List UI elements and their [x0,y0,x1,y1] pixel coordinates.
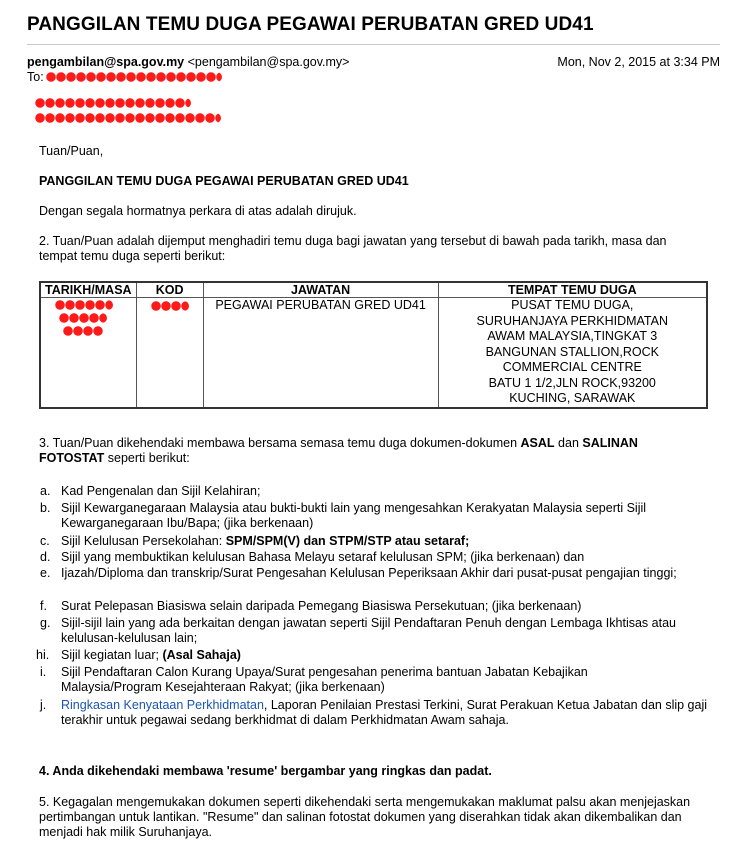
list-text: Ijazah/Diploma dan transkrip/Surat Pengesahan Kelulusan Peperiksaan Akhir dari pusat-pusat pengajian tinggi; [61,566,677,580]
table-header: TEMPAT TEMU DUGA [438,282,707,298]
sender-address: <pengambilan@spa.gov.my> [187,55,350,69]
salutation: Tuan/Puan, [39,144,104,158]
list-item [36,648,709,663]
sender [27,55,349,69]
list-item [39,599,709,614]
list-item [39,698,709,728]
redacted-line [35,98,191,108]
list-letter: a. [40,484,51,498]
recipient-line [27,70,222,84]
redacted-time [63,326,103,336]
list-item [39,616,709,646]
list-text: Kad Pengenalan dan Sijil Kelahiran; [61,484,261,498]
list-bold: SPM/SPM(V) dan STPM/STP atau setaraf; [225,534,470,548]
list-text: Sijil kegiatan luar; [61,648,163,662]
list-item [39,550,709,565]
interview-table [39,281,708,409]
list-letter: g. [40,616,51,630]
redacted-block [35,98,221,123]
tempat-line: PUSAT TEMU DUGA, [511,298,634,312]
list-letter: f. [40,599,47,613]
list-text: , Laporan Penilaian Prestasi Terkini, Surat Perakuan Ketua Jabatan dan slip gaji terakhir untuk pegawai sedang berkhidmat di dalam Perkhidmatan Awam sahaja. [61,698,708,727]
list-text: Sijil Pendaftaran Calon Kurang Upaya/Surat pengesahan penerima bantuan Jabatan Kebajikan Malaysia/Program Kesejahteraan Rakyat; (jika berkenaan) [61,665,588,694]
list-letter: j. [40,698,47,712]
list-item [39,665,691,695]
table-header: KOD [136,282,203,298]
paragraph-5: 5. Kegagalan mengemukakan dokumen seperti dikehendaki serta mengemukakan maklumat palsu akan menjejaskan pertimbangan untuk lantikan. "Resume" dan salinan fotostat dokumen yang diserahkan tidak akan dikembalikan dan menjadi hak milik Suruhanjaya. [39,795,691,839]
tempat-line: SURUHANJAYA PERKHIDMATAN [476,313,669,328]
list-letter: d. [40,550,51,564]
list-text: Sijil yang membuktikan kelulusan Bahasa Melayu setaraf kelulusan SPM; (jika berkenaan) dan [61,550,585,564]
paragraph-4: 4. Anda dikehendaki membawa 'resume' bergambar yang ringkas dan padat. [39,764,492,778]
para3-dan: dan [554,436,583,450]
list-letter: e. [40,566,51,580]
tempat-line: BATU 1 1/2,JLN ROCK,93200 [488,375,656,390]
letter-heading: PANGGILAN TEMU DUGA PEGAWAI PERUBATAN GRED UD41 [39,174,409,188]
redacted-date [55,300,113,310]
table-header: JAWATAN [203,282,438,298]
para3-tail: seperti berikut: [104,451,190,465]
tempat-cell [438,298,707,408]
para3-asal: ASAL [520,436,555,450]
table-header: TARIKH/MASA [40,282,136,298]
jawatan-cell: PEGAWAI PERUBATAN GRED UD41 [203,298,438,408]
redacted-line [35,113,221,123]
paragraph-3 [39,436,699,466]
list-item [39,566,701,581]
email-subject: PANGGILAN TEMU DUGA PEGAWAI PERUBATAN GRED UD41 [27,14,720,45]
list-letter: i. [40,665,47,679]
paragraph-1: Dengan segala hormatnya perkara di atas adalah dirujuk. [39,204,357,218]
list-item [39,501,709,531]
tempat-line: AWAM MALAYSIA,TINGKAT 3 [487,329,658,343]
kod-cell [136,298,203,408]
list-letter: b. [40,501,51,515]
tempat-line: KUCHING, SARAWAK [509,391,636,405]
tarikh-cell [40,298,136,408]
list-item [39,534,709,549]
to-label: To: [27,70,44,84]
sender-name: pengambilan@spa.gov.my [27,55,185,69]
para3-text: 3. Tuan/Puan dikehendaki membawa bersama semasa temu duga dokumen-dokumen [39,436,521,450]
list-text: Sijil Kewarganegaraan Malaysia atau bukti-bukti lain yang mengesahkan Kerakyatan Malaysia seperti Sijil Kewarganegaraan Ibu/Bapa; (jika berkenaan) [61,501,647,530]
redacted-recipient [46,72,222,82]
redacted-time [59,313,107,323]
list-text: Sijil-sijil lain yang ada berkaitan dengan jawatan seperti Sijil Pendaftaran Penuh dengan Lembaga Ikhtisas atau kelulusan-kelulusan lain; [61,616,676,645]
ringkasan-link[interactable]: Ringkasan Kenyataan Perkhidmatan [61,698,264,712]
list-letter: hi. [36,648,50,662]
tempat-line: BANGUNAN STALLION,ROCK [485,344,659,359]
redacted-code [151,301,189,311]
paragraph-2: 2. Tuan/Puan adalah dijemput menghadiri temu duga bagi jawatan yang tersebut di bawah pada tarikh, masa dan tempat temu duga seperti berikut: [39,234,667,263]
para3-salinan: SALINAN FOTOSTAT [39,436,638,465]
list-text: Sijil Kelulusan Persekolahan: [61,534,226,548]
email-date: Mon, Nov 2, 2015 at 3:34 PM [557,55,720,69]
list-letter: c. [40,534,50,548]
tempat-line: COMMERCIAL CENTRE [502,360,642,374]
list-bold: (Asal Sahaja) [162,648,241,662]
list-item [39,484,709,499]
list-text: Surat Pelepasan Biasiswa selain daripada Pemegang Biasiswa Persekutuan; (jika berkenaan) [61,599,582,613]
